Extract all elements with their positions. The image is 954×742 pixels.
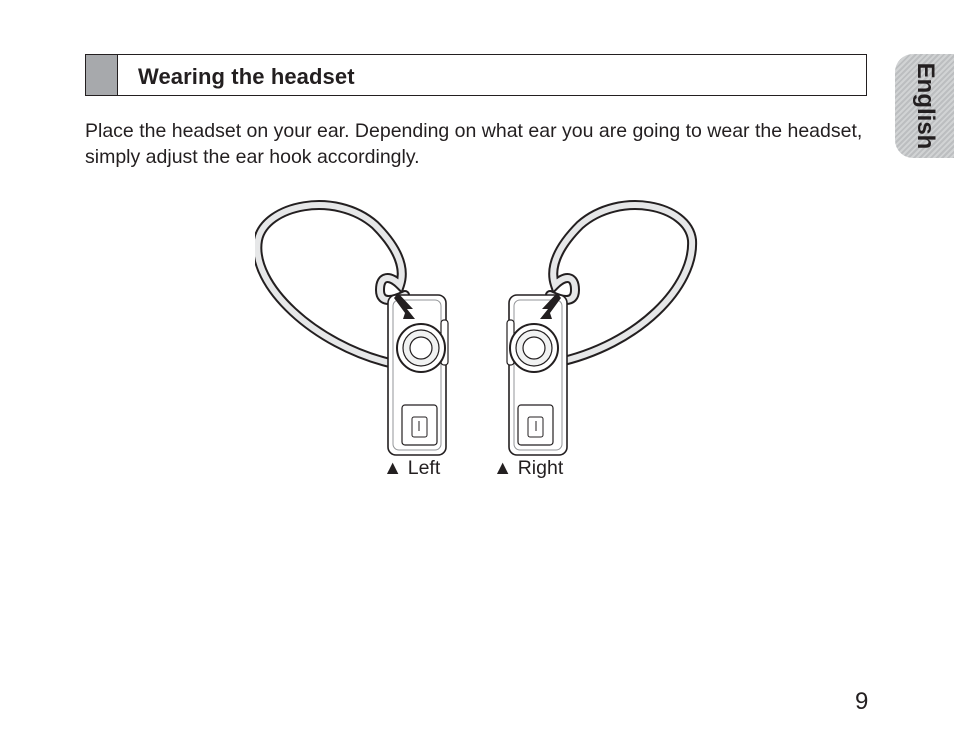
left-headset [257, 205, 448, 455]
section-header [85, 54, 867, 96]
language-tab-label: English [911, 62, 939, 150]
caption-left: ▲ Left [383, 457, 441, 479]
instruction-paragraph: Place the headset on your ear. Depending on what ear you are going to wear the headset, simply adjust the ear hook accordingly. [85, 120, 863, 168]
caption-right: ▲ Right [493, 457, 564, 479]
section-title: Wearing the headset [138, 64, 355, 89]
language-tab [895, 54, 954, 158]
page-number: 9 [855, 688, 869, 715]
header-color-swatch [86, 55, 118, 95]
headset-illustration [255, 195, 700, 463]
right-headset [507, 205, 692, 455]
